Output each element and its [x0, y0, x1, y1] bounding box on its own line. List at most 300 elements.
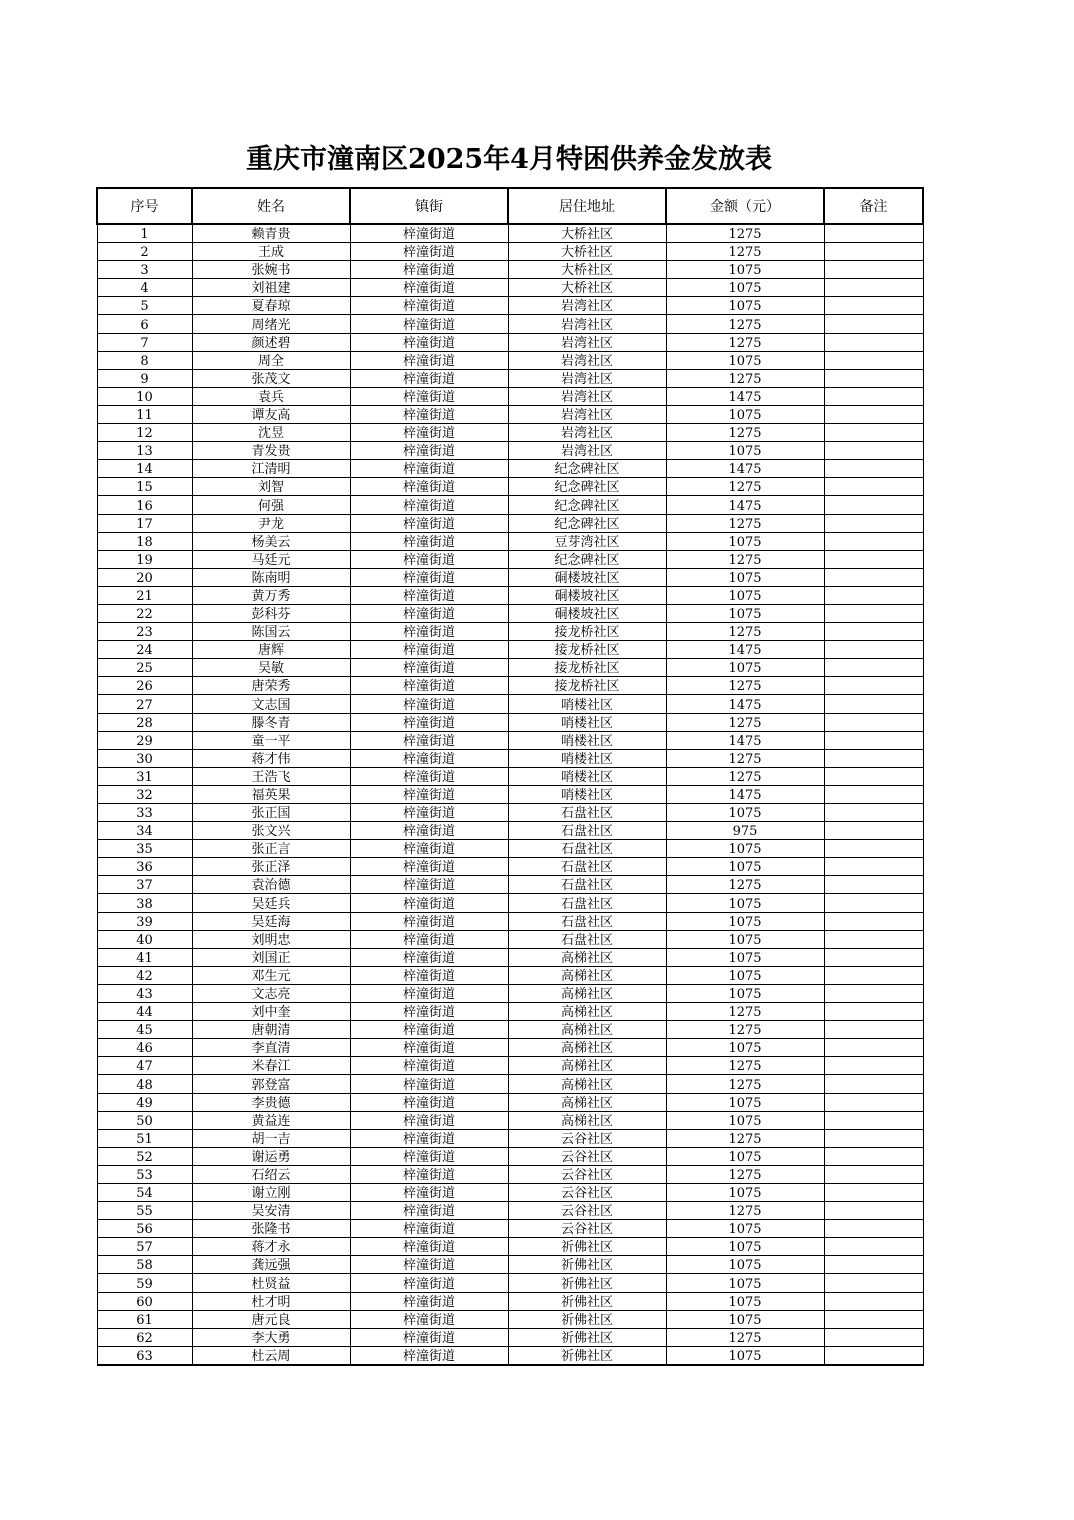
cell-amount: 1075: [666, 1093, 824, 1111]
cell-address: 云谷社区: [508, 1165, 666, 1183]
cell-name: 福英果: [192, 785, 350, 803]
cell-name: 唐朝清: [192, 1021, 350, 1039]
cell-amount: 1075: [666, 659, 824, 677]
cell-amount: 1275: [666, 623, 824, 641]
cell-town: 梓潼街道: [350, 731, 508, 749]
cell-town: 梓潼街道: [350, 351, 508, 369]
cell-remarks: [824, 604, 923, 622]
cell-town: 梓潼街道: [350, 405, 508, 423]
cell-remarks: [824, 1075, 923, 1093]
cell-remarks: [824, 695, 923, 713]
cell-town: 梓潼街道: [350, 224, 508, 243]
cell-address: 祈佛社区: [508, 1346, 666, 1365]
cell-name: 黄万秀: [192, 586, 350, 604]
cell-town: 梓潼街道: [350, 677, 508, 695]
cell-amount: 1275: [666, 749, 824, 767]
cell-town: 梓潼街道: [350, 1238, 508, 1256]
cell-name: 赖青贵: [192, 224, 350, 243]
cell-amount: 1475: [666, 695, 824, 713]
cell-amount: 1075: [666, 1111, 824, 1129]
table-row: [97, 279, 923, 297]
cell-name: 张茂文: [192, 369, 350, 387]
cell-remarks: [824, 785, 923, 803]
cell-name: 青发贵: [192, 442, 350, 460]
cell-amount: 1275: [666, 315, 824, 333]
cell-amount: 1475: [666, 496, 824, 514]
cell-address: 接龙桥社区: [508, 623, 666, 641]
cell-amount: 1275: [666, 243, 824, 261]
table-row: [97, 478, 923, 496]
cell-index: 4: [97, 279, 192, 297]
table-row: [97, 1129, 923, 1147]
cell-index: 61: [97, 1310, 192, 1328]
cell-town: 梓潼街道: [350, 695, 508, 713]
cell-address: 高梯社区: [508, 1039, 666, 1057]
table-row: [97, 677, 923, 695]
column-header-amount: 金额（元）: [666, 188, 824, 224]
cell-index: 21: [97, 586, 192, 604]
cell-town: 梓潼街道: [350, 1328, 508, 1346]
cell-name: 米春江: [192, 1057, 350, 1075]
cell-remarks: [824, 858, 923, 876]
table-row: [97, 442, 923, 460]
table-row: [97, 912, 923, 930]
cell-remarks: [824, 387, 923, 405]
cell-amount: 1075: [666, 405, 824, 423]
cell-town: 梓潼街道: [350, 1274, 508, 1292]
cell-index: 25: [97, 659, 192, 677]
cell-name: 刘祖建: [192, 279, 350, 297]
cell-town: 梓潼街道: [350, 478, 508, 496]
cell-address: 岩湾社区: [508, 405, 666, 423]
cell-amount: 1075: [666, 984, 824, 1002]
cell-remarks: [824, 405, 923, 423]
cell-name: 张正国: [192, 804, 350, 822]
cell-amount: 1075: [666, 261, 824, 279]
table-row: [97, 930, 923, 948]
table-row: [97, 1310, 923, 1328]
cell-remarks: [824, 496, 923, 514]
cell-index: 19: [97, 550, 192, 568]
cell-index: 26: [97, 677, 192, 695]
cell-address: 岩湾社区: [508, 315, 666, 333]
table-row: [97, 1292, 923, 1310]
cell-name: 吴廷海: [192, 912, 350, 930]
cell-index: 35: [97, 840, 192, 858]
cell-amount: 1075: [666, 1274, 824, 1292]
cell-remarks: [824, 894, 923, 912]
cell-amount: 1075: [666, 1346, 824, 1365]
table-row: [97, 1147, 923, 1165]
cell-name: 杜贤益: [192, 1274, 350, 1292]
cell-address: 岩湾社区: [508, 369, 666, 387]
cell-index: 57: [97, 1238, 192, 1256]
cell-town: 梓潼街道: [350, 749, 508, 767]
cell-amount: 1075: [666, 1292, 824, 1310]
table-row: [97, 695, 923, 713]
cell-name: 滕冬青: [192, 713, 350, 731]
cell-remarks: [824, 1129, 923, 1147]
table-row: [97, 1111, 923, 1129]
cell-amount: 1275: [666, 1075, 824, 1093]
cell-name: 李直清: [192, 1039, 350, 1057]
cell-remarks: [824, 1147, 923, 1165]
cell-town: 梓潼街道: [350, 1220, 508, 1238]
cell-address: 哨楼社区: [508, 767, 666, 785]
cell-town: 梓潼街道: [350, 984, 508, 1002]
cell-remarks: [824, 659, 923, 677]
cell-name: 张正泽: [192, 858, 350, 876]
cell-index: 5: [97, 297, 192, 315]
cell-town: 梓潼街道: [350, 1165, 508, 1183]
table-row: [97, 550, 923, 568]
table-row: [97, 1165, 923, 1183]
cell-index: 28: [97, 713, 192, 731]
cell-name: 袁兵: [192, 387, 350, 405]
cell-remarks: [824, 840, 923, 858]
cell-index: 36: [97, 858, 192, 876]
cell-address: 祈佛社区: [508, 1256, 666, 1274]
cell-address: 大桥社区: [508, 224, 666, 243]
cell-amount: 1075: [666, 948, 824, 966]
cell-index: 56: [97, 1220, 192, 1238]
cell-index: 27: [97, 695, 192, 713]
cell-address: 祈佛社区: [508, 1238, 666, 1256]
table-header-row: [97, 188, 923, 224]
cell-address: 哨楼社区: [508, 731, 666, 749]
cell-name: 蒋才永: [192, 1238, 350, 1256]
table-row: [97, 894, 923, 912]
cell-remarks: [824, 478, 923, 496]
cell-remarks: [824, 243, 923, 261]
cell-remarks: [824, 930, 923, 948]
cell-remarks: [824, 1220, 923, 1238]
cell-remarks: [824, 1021, 923, 1039]
cell-remarks: [824, 912, 923, 930]
cell-amount: 1075: [666, 586, 824, 604]
cell-town: 梓潼街道: [350, 532, 508, 550]
cell-address: 云谷社区: [508, 1147, 666, 1165]
table-row: [97, 1202, 923, 1220]
cell-amount: 1475: [666, 731, 824, 749]
cell-index: 58: [97, 1256, 192, 1274]
cell-index: 3: [97, 261, 192, 279]
column-header-index: 序号: [97, 188, 192, 224]
cell-address: 岩湾社区: [508, 351, 666, 369]
cell-name: 胡一吉: [192, 1129, 350, 1147]
cell-index: 54: [97, 1183, 192, 1201]
table-row: [97, 1075, 923, 1093]
table-row: [97, 1093, 923, 1111]
cell-index: 10: [97, 387, 192, 405]
cell-amount: 1075: [666, 351, 824, 369]
table-row: [97, 822, 923, 840]
table-row: [97, 1220, 923, 1238]
cell-name: 石绍云: [192, 1165, 350, 1183]
cell-address: 高梯社区: [508, 1021, 666, 1039]
cell-address: 高梯社区: [508, 1003, 666, 1021]
cell-address: 哨楼社区: [508, 785, 666, 803]
cell-address: 哨楼社区: [508, 713, 666, 731]
cell-town: 梓潼街道: [350, 568, 508, 586]
cell-name: 唐荣秀: [192, 677, 350, 695]
cell-amount: 1275: [666, 424, 824, 442]
cell-amount: 1275: [666, 1003, 824, 1021]
table-row: [97, 767, 923, 785]
cell-amount: 1075: [666, 279, 824, 297]
cell-name: 邓生元: [192, 966, 350, 984]
cell-index: 50: [97, 1111, 192, 1129]
cell-amount: 1075: [666, 1310, 824, 1328]
cell-name: 郭登富: [192, 1075, 350, 1093]
cell-town: 梓潼街道: [350, 297, 508, 315]
cell-remarks: [824, 315, 923, 333]
cell-remarks: [824, 641, 923, 659]
cell-remarks: [824, 1003, 923, 1021]
cell-address: 高梯社区: [508, 1075, 666, 1093]
cell-index: 16: [97, 496, 192, 514]
cell-remarks: [824, 948, 923, 966]
cell-amount: 1275: [666, 1165, 824, 1183]
cell-town: 梓潼街道: [350, 1292, 508, 1310]
cell-remarks: [824, 731, 923, 749]
cell-amount: 975: [666, 822, 824, 840]
cell-index: 1: [97, 224, 192, 243]
cell-remarks: [824, 623, 923, 641]
table-row: [97, 424, 923, 442]
cell-town: 梓潼街道: [350, 785, 508, 803]
cell-amount: 1275: [666, 369, 824, 387]
cell-amount: 1075: [666, 858, 824, 876]
cell-remarks: [824, 1093, 923, 1111]
cell-index: 60: [97, 1292, 192, 1310]
cell-name: 李大勇: [192, 1328, 350, 1346]
column-header-town: 镇街: [350, 188, 508, 224]
cell-town: 梓潼街道: [350, 1129, 508, 1147]
cell-amount: 1075: [666, 894, 824, 912]
cell-town: 梓潼街道: [350, 659, 508, 677]
cell-amount: 1275: [666, 1021, 824, 1039]
cell-name: 陈南明: [192, 568, 350, 586]
cell-index: 12: [97, 424, 192, 442]
cell-remarks: [824, 804, 923, 822]
cell-amount: 1475: [666, 460, 824, 478]
cell-amount: 1075: [666, 804, 824, 822]
cell-address: 豆芽湾社区: [508, 532, 666, 550]
table-row: [97, 351, 923, 369]
cell-address: 纪念碑社区: [508, 550, 666, 568]
payment-table: [96, 187, 924, 1366]
table-row: [97, 1021, 923, 1039]
cell-index: 11: [97, 405, 192, 423]
table-row: [97, 1183, 923, 1201]
cell-index: 53: [97, 1165, 192, 1183]
cell-index: 45: [97, 1021, 192, 1039]
cell-address: 岩湾社区: [508, 442, 666, 460]
cell-town: 梓潼街道: [350, 333, 508, 351]
cell-address: 石盘社区: [508, 912, 666, 930]
cell-remarks: [824, 333, 923, 351]
cell-address: 石盘社区: [508, 930, 666, 948]
cell-address: 云谷社区: [508, 1129, 666, 1147]
table-row: [97, 405, 923, 423]
cell-name: 蒋才伟: [192, 749, 350, 767]
table-row: [97, 1346, 923, 1365]
cell-name: 刘明忠: [192, 930, 350, 948]
cell-index: 8: [97, 351, 192, 369]
table-row: [97, 387, 923, 405]
cell-remarks: [824, 1346, 923, 1365]
cell-town: 梓潼街道: [350, 948, 508, 966]
table-row: [97, 984, 923, 1002]
cell-remarks: [824, 351, 923, 369]
cell-town: 梓潼街道: [350, 279, 508, 297]
page-title: 重庆市潼南区2025年4月特困供养金发放表: [246, 144, 772, 175]
cell-index: 55: [97, 1202, 192, 1220]
cell-amount: 1275: [666, 478, 824, 496]
table-row: [97, 243, 923, 261]
cell-address: 石盘社区: [508, 894, 666, 912]
cell-name: 何强: [192, 496, 350, 514]
cell-town: 梓潼街道: [350, 1021, 508, 1039]
table-row: [97, 496, 923, 514]
cell-amount: 1275: [666, 1057, 824, 1075]
cell-remarks: [824, 442, 923, 460]
cell-address: 祈佛社区: [508, 1310, 666, 1328]
cell-town: 梓潼街道: [350, 550, 508, 568]
cell-amount: 1075: [666, 930, 824, 948]
cell-town: 梓潼街道: [350, 1256, 508, 1274]
cell-amount: 1075: [666, 912, 824, 930]
cell-name: 陈国云: [192, 623, 350, 641]
cell-remarks: [824, 568, 923, 586]
cell-address: 大桥社区: [508, 243, 666, 261]
cell-town: 梓潼街道: [350, 804, 508, 822]
cell-amount: 1075: [666, 1238, 824, 1256]
cell-name: 江清明: [192, 460, 350, 478]
cell-amount: 1075: [666, 840, 824, 858]
cell-amount: 1275: [666, 224, 824, 243]
cell-remarks: [824, 369, 923, 387]
cell-town: 梓潼街道: [350, 387, 508, 405]
cell-address: 硐楼坡社区: [508, 586, 666, 604]
cell-address: 哨楼社区: [508, 695, 666, 713]
cell-remarks: [824, 876, 923, 894]
cell-address: 岩湾社区: [508, 387, 666, 405]
cell-name: 唐元良: [192, 1310, 350, 1328]
table-row: [97, 1039, 923, 1057]
cell-name: 沈昱: [192, 424, 350, 442]
cell-address: 大桥社区: [508, 261, 666, 279]
cell-town: 梓潼街道: [350, 243, 508, 261]
cell-address: 纪念碑社区: [508, 460, 666, 478]
cell-town: 梓潼街道: [350, 1346, 508, 1365]
cell-address: 云谷社区: [508, 1220, 666, 1238]
cell-town: 梓潼街道: [350, 858, 508, 876]
cell-amount: 1075: [666, 1220, 824, 1238]
cell-address: 高梯社区: [508, 984, 666, 1002]
cell-remarks: [824, 677, 923, 695]
cell-index: 15: [97, 478, 192, 496]
cell-remarks: [824, 586, 923, 604]
cell-amount: 1275: [666, 767, 824, 785]
cell-amount: 1075: [666, 568, 824, 586]
cell-address: 接龙桥社区: [508, 659, 666, 677]
cell-amount: 1275: [666, 514, 824, 532]
column-header-remarks: 备注: [824, 188, 923, 224]
table-row: [97, 966, 923, 984]
cell-name: 彭科芬: [192, 604, 350, 622]
cell-name: 马廷元: [192, 550, 350, 568]
column-header-name: 姓名: [192, 188, 350, 224]
cell-index: 30: [97, 749, 192, 767]
cell-remarks: [824, 749, 923, 767]
table-row: [97, 623, 923, 641]
cell-name: 张隆书: [192, 1220, 350, 1238]
cell-town: 梓潼街道: [350, 1111, 508, 1129]
cell-address: 硐楼坡社区: [508, 568, 666, 586]
table-row: [97, 532, 923, 550]
cell-remarks: [824, 550, 923, 568]
cell-name: 谢运勇: [192, 1147, 350, 1165]
table-body: [97, 224, 923, 1365]
cell-address: 岩湾社区: [508, 424, 666, 442]
cell-town: 梓潼街道: [350, 369, 508, 387]
cell-town: 梓潼街道: [350, 767, 508, 785]
table-row: [97, 876, 923, 894]
cell-remarks: [824, 1183, 923, 1201]
cell-remarks: [824, 1057, 923, 1075]
cell-address: 祈佛社区: [508, 1292, 666, 1310]
cell-town: 梓潼街道: [350, 966, 508, 984]
table-row: [97, 804, 923, 822]
cell-town: 梓潼街道: [350, 1093, 508, 1111]
cell-name: 张婉书: [192, 261, 350, 279]
cell-index: 39: [97, 912, 192, 930]
cell-address: 高梯社区: [508, 1057, 666, 1075]
cell-address: 祈佛社区: [508, 1328, 666, 1346]
cell-index: 43: [97, 984, 192, 1002]
cell-amount: 1275: [666, 333, 824, 351]
cell-index: 17: [97, 514, 192, 532]
table-row: [97, 568, 923, 586]
cell-town: 梓潼街道: [350, 514, 508, 532]
cell-index: 22: [97, 604, 192, 622]
table-row: [97, 1057, 923, 1075]
cell-amount: 1475: [666, 387, 824, 405]
cell-name: 吴廷兵: [192, 894, 350, 912]
cell-index: 37: [97, 876, 192, 894]
table-row: [97, 514, 923, 532]
cell-town: 梓潼街道: [350, 424, 508, 442]
cell-index: 31: [97, 767, 192, 785]
cell-name: 张正言: [192, 840, 350, 858]
cell-town: 梓潼街道: [350, 930, 508, 948]
table-row: [97, 948, 923, 966]
table-row: [97, 1274, 923, 1292]
cell-name: 吴安清: [192, 1202, 350, 1220]
cell-name: 李贵德: [192, 1093, 350, 1111]
cell-name: 谭友高: [192, 405, 350, 423]
cell-town: 梓潼街道: [350, 1202, 508, 1220]
cell-amount: 1075: [666, 297, 824, 315]
cell-remarks: [824, 1111, 923, 1129]
cell-town: 梓潼街道: [350, 894, 508, 912]
cell-address: 石盘社区: [508, 822, 666, 840]
cell-remarks: [824, 261, 923, 279]
cell-name: 尹龙: [192, 514, 350, 532]
table-row: [97, 1003, 923, 1021]
